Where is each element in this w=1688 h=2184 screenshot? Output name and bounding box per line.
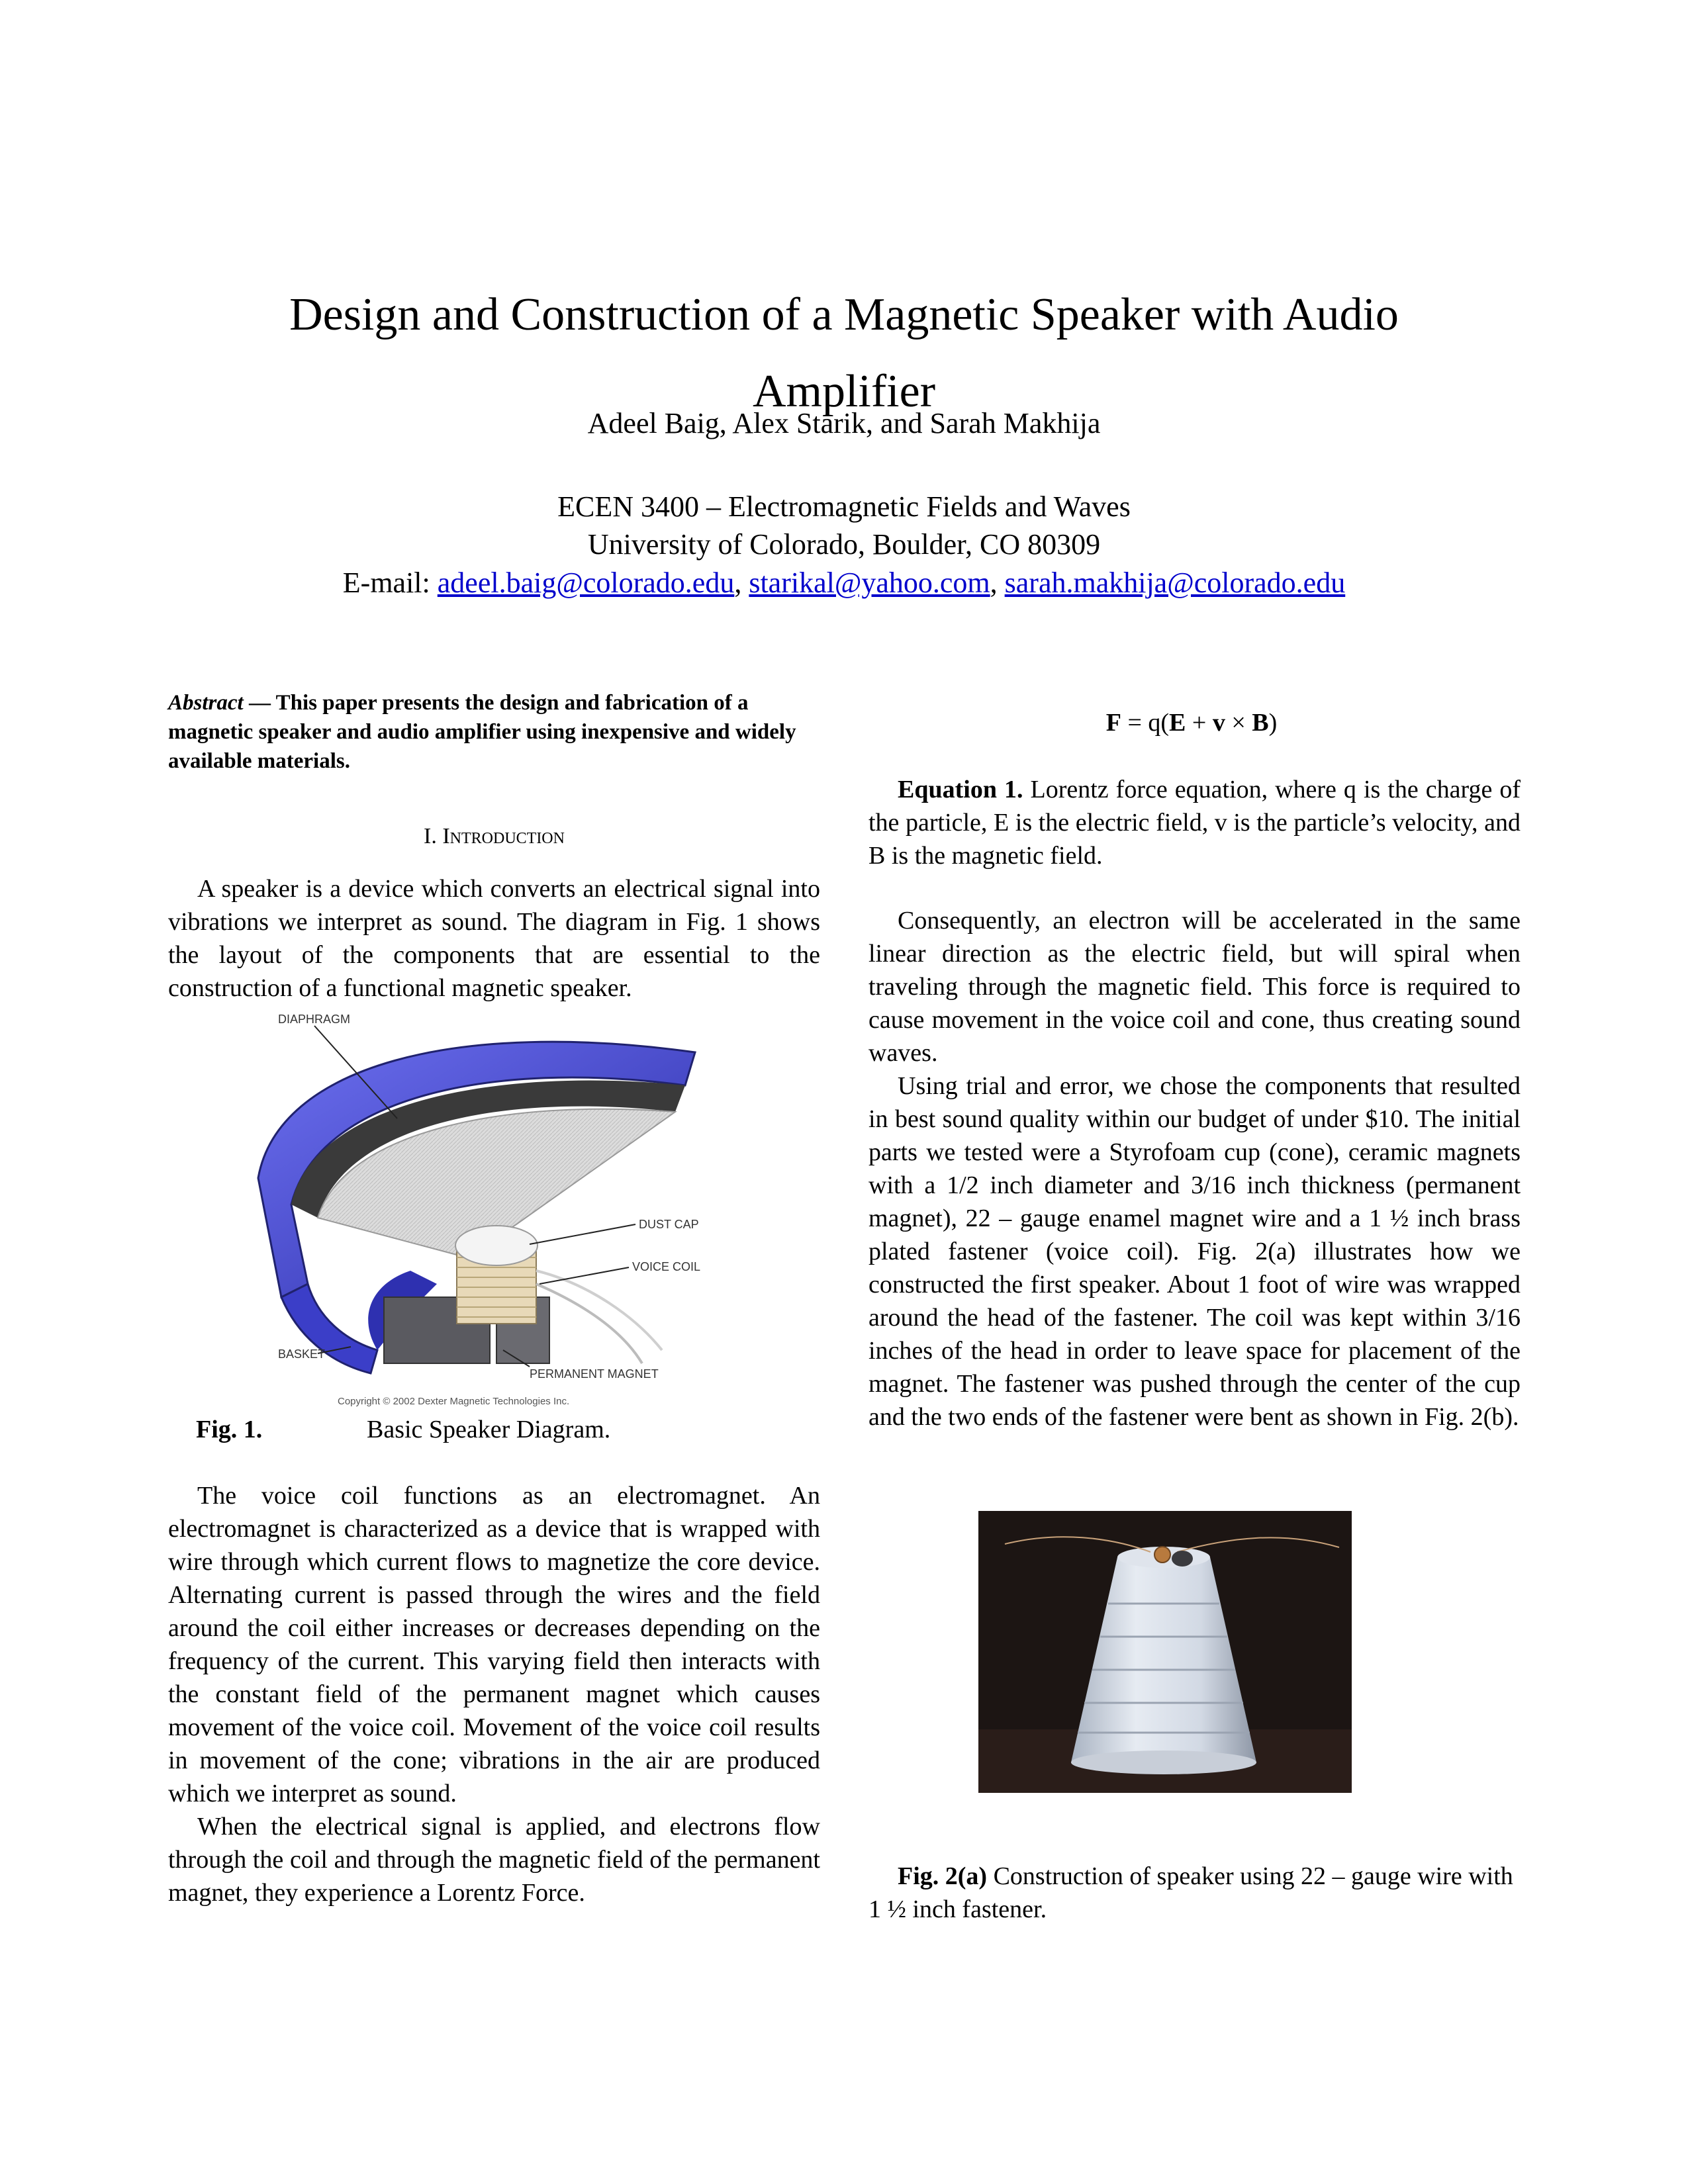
intro-paragraph: A speaker is a device which converts an electrical signal into vibrations we interpret as sound. The diagram in Fig. 1 shows the layout of the components that are essential to the construction of a functional magnetic speaker.	[168, 875, 820, 1002]
figure-copyright: Copyright © 2002 Dexter Magnetic Technologies Inc.	[338, 1396, 570, 1407]
label-dust-cap: DUST CAP	[639, 1218, 699, 1231]
speaker-cutaway-illustration	[238, 1006, 748, 1420]
label-basket: BASKET	[278, 1347, 326, 1361]
label-voice-coil: VOICE COIL	[632, 1260, 701, 1273]
email-link-makhija[interactable]: sarah.makhija@colorado.edu	[1004, 567, 1346, 599]
figure-2a-label: Fig. 2(a)	[898, 1862, 988, 1890]
spiral-paragraph: Consequently, an electron will be accelerated in the same linear direction as the electric field, but will spiral when traveling through the magnetic field. This force is required to cause movement in the voice coil and cone, thus creating sound waves.	[868, 907, 1521, 1067]
abstract-text: This paper presents the design and fabrication of a magnetic speaker and audio amplifier using inexpensive and widely available materials.	[168, 691, 796, 773]
figure-1-label: Fig. 1.	[196, 1416, 263, 1443]
figure-1-speaker-diagram	[238, 1006, 748, 1420]
voice-coil-paragraph: The voice coil functions as an electromagnet. An electromagnet is characterized as a device that is wrapped with wire through which current flows to magnetize the core device. Alternating current is passed through the wires and the field around the coil either increases or decreases depending on the frequency of the current. This varying field then interacts with the constant field of the permanent magnet which causes movement of the voice coil. Movement of the voice coil results in movement of the cone; vibrations in the air are produced which we interpret as sound.	[168, 1482, 820, 1807]
figure-2a-caption: Fig. 2(a) Construction of speaker using 22 – gauge wire with 1 ½ inch fastener.	[868, 1862, 1513, 1923]
right-column-body	[868, 904, 1521, 1433]
styrofoam-cup-speaker-image	[978, 1511, 1352, 1793]
equation-label: Equation 1.	[898, 776, 1023, 803]
email-line: E-mail: adeel.baig@colorado.edu, starikal@yahoo.com, sarah.makhija@colorado.edu	[342, 567, 1346, 599]
author-list: Adeel Baig, Alex Starik, and Sarah Makhija	[587, 407, 1101, 439]
abstract-label: Abstract	[168, 691, 244, 715]
abstract: Abstract — This paper presents the design and fabrication of a magnetic speaker and audio amplifier using inexpensive and widely available materials.	[168, 691, 796, 773]
section-heading-introduction: I. Introduction	[424, 824, 565, 848]
university-line: University of Colorado, Boulder, CO 80309	[587, 528, 1101, 561]
email-link-starik[interactable]: starikal@yahoo.com	[749, 567, 990, 599]
figure-1-caption: Fig. 1. Basic Speaker Diagram.	[196, 1416, 611, 1443]
label-permanent-magnet: PERMANENT MAGNET	[530, 1367, 659, 1381]
course-line: ECEN 3400 – Electromagnetic Fields and Waves	[557, 490, 1131, 523]
email-link-baig[interactable]: adeel.baig@colorado.edu	[437, 567, 735, 599]
lorentz-intro-paragraph: When the electrical signal is applied, and electrons flow through the coil and through the magnetic field of the permanent magnet, they experience a Lorentz Force.	[168, 1813, 820, 1907]
email-label: E-mail:	[342, 567, 438, 599]
figure-2a-photo	[978, 1511, 1352, 1793]
voice-coil-paragraphs	[168, 1479, 820, 1909]
paper-title: Design and Construction of a Magnetic Speaker with Audio Amplifier	[289, 289, 1399, 417]
lorentz-equation: F = q(E + v × B)	[1105, 709, 1278, 737]
label-diaphragm: DIAPHRAGM	[278, 1013, 351, 1026]
trial-error-paragraph: Using trial and error, we chose the components that resulted in best sound quality within our budget of under $10. The initial parts we tested were a Styrofoam cup (cone), ceramic magnets with a 1/2 inch diameter and 3/16 inch thickness (permanent magnet), 22 – gauge enamel magnet wire and a 1 ½ inch brass plated fastener (voice coil). Fig. 2(a) illustrates how we constructed the first speaker. About 1 foot of wire was wrapped around the head of the fastener. The coil was kept within 3/16 inches of the head in order to leave space for placement of the magnet. The fastener was pushed through the center of the cup and the two ends of the fastener were bent as shown in Fig. 2(b).	[868, 1072, 1521, 1431]
equation-caption: Equation 1. Lorentz force equation, where q is the charge of the particle, E is the electric field, v is the particle’s velocity, and B is the magnetic field.	[868, 776, 1521, 870]
